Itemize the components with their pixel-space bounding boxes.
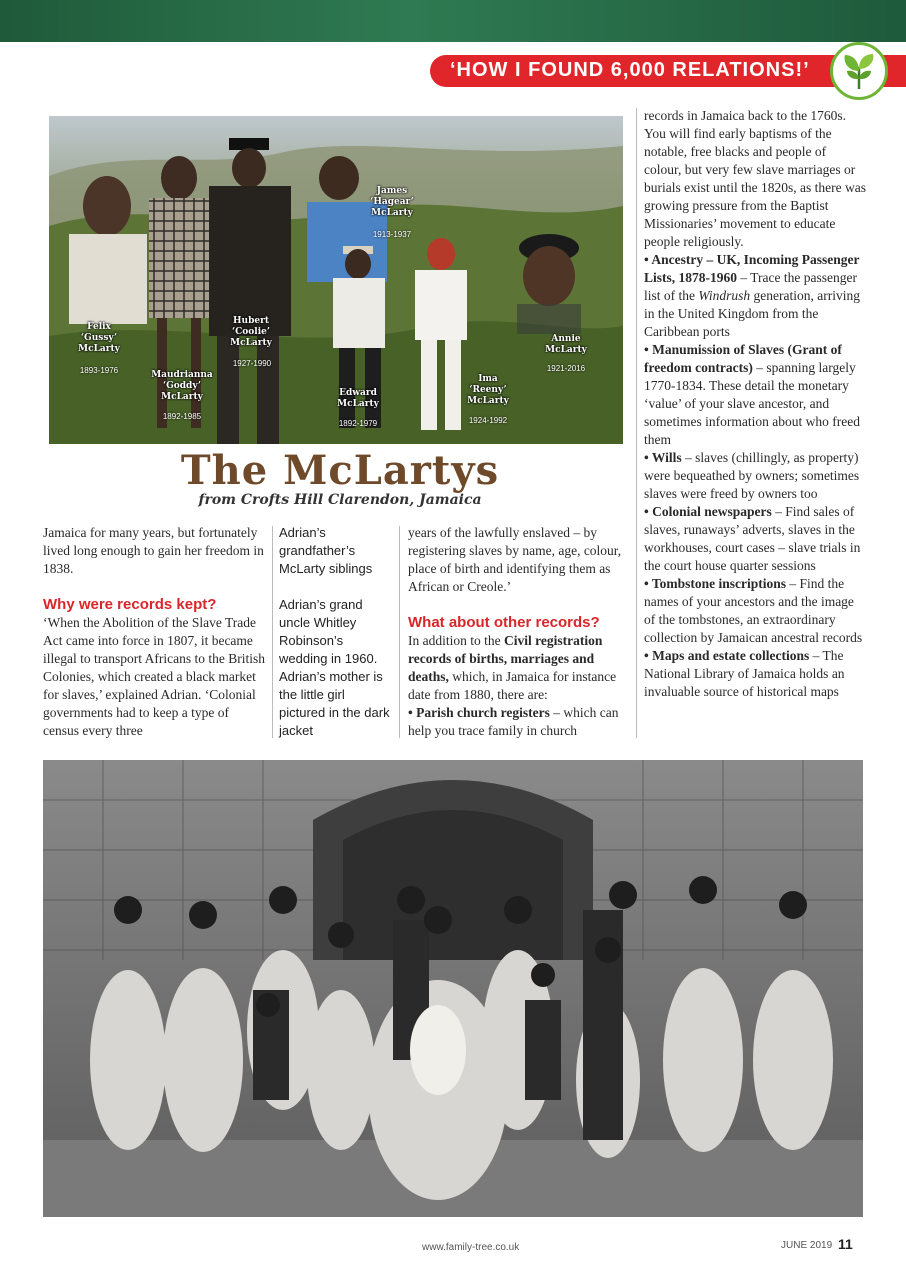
bullet-item: • Wills – slaves (chillingly, as property) were bequeathed by owners; sometimes slaves were freed by owners too xyxy=(644,450,860,501)
photo-captions xyxy=(279,524,391,740)
person-annie xyxy=(517,234,581,334)
footer-issue: JUNE 2019 xyxy=(781,1240,833,1251)
article-column-4 xyxy=(644,107,866,701)
family-photo-collage xyxy=(49,116,623,444)
label-ima: Ima ‘Reeny’ McLarty xyxy=(467,374,509,406)
paragraph: years of the lawfully enslaved – by registering slaves by name, age, colour, place of birth and identifying them as African or Creole.’ xyxy=(408,525,622,594)
paragraph: Jamaica for many years, but fortunately lived long enough to gain her freedom in 1838. xyxy=(43,525,264,576)
bullet-item: • Parish church registers – which can help you trace family in church xyxy=(408,705,619,738)
bullet-item: • Ancestry – UK, Incoming Passenger Lists, 1878-1960 – Trace the passenger list of the Windrush generation, arriving in the United Kingdom from the Caribbean ports xyxy=(644,252,860,339)
years-maudrianna: 1892-1985 xyxy=(162,412,202,421)
column-divider xyxy=(636,108,637,738)
column-divider xyxy=(399,526,400,738)
label-james: James ‘Hagear’ McLarty xyxy=(370,186,414,218)
years-felix: 1893-1976 xyxy=(79,366,119,375)
banner-title: ‘HOW I FOUND 6,000 RELATIONS!’ xyxy=(450,59,810,81)
label-edward: Edward McLarty xyxy=(337,388,379,409)
page-number: 11 xyxy=(838,1236,853,1252)
label-hubert: Hubert ‘Coolie’ McLarty xyxy=(230,316,272,348)
photo-title: The McLartys xyxy=(180,447,500,494)
paragraph: ‘When the Abolition of the Slave Trade Act came into force in 1807, it became illegal to transport Africans to the British Colonies, which created a black market for slaves,’ explained Adrian. ‘Colonial governments had to keep a type of census every three xyxy=(43,615,265,738)
leaf-icon xyxy=(830,42,888,100)
wedding-photo xyxy=(43,760,863,1217)
label-felix: Felix ‘Gussy’ McLarty xyxy=(78,322,120,354)
bullet-item: • Colonial newspapers – Find sales of slaves, runaways’ adverts, slaves in the workhouses, court cases – slave trials in the court house quarter sessions xyxy=(644,504,861,573)
years-james: 1913-1937 xyxy=(372,230,412,239)
label-maudrianna: Maudrianna ‘Goddy’ McLarty xyxy=(151,370,213,402)
article-column-1 xyxy=(43,524,265,740)
bullet-item: • Tombstone inscriptions – Find the names of your ancestors and the image of the tombstones, an extraordinary collection by Jamaican ancestral records xyxy=(644,576,863,645)
section-heading: What about other records? xyxy=(408,614,600,631)
bullet-item: • Manumission of Slaves (Grant of freedom contracts) – spanning largely 1770-1834. These detail the monetary ‘value’ of your slave ancestor, and sometimes information about who freed them xyxy=(644,342,860,447)
paragraph: In addition to the Civil registration records of births, marriages and deaths, which, in Jamaica for instance date from 1880, there are: xyxy=(408,633,617,702)
years-annie: 1921-2016 xyxy=(546,364,586,373)
photo-subtitle: from Crofts Hill Clarendon, Jamaica xyxy=(198,492,482,508)
article-column-3 xyxy=(408,524,630,740)
top-color-band xyxy=(0,0,906,42)
years-hubert: 1927-1990 xyxy=(232,359,272,368)
years-edward: 1892-1979 xyxy=(338,419,378,428)
paragraph: records in Jamaica back to the 1760s. You will find early baptisms of the notable, free blacks and people of colour, but very few slave marriages or burials exist until the 1820s, as there was growing pressure from the Baptist Missionaries’ movement to educate people religiously. xyxy=(644,108,866,249)
bullet-item: • Maps and estate collections – The National Library of Jamaica holds an invaluable source of historical maps xyxy=(644,648,845,699)
caption-top-photo: Adrian’s grandfather’s McLarty siblings xyxy=(279,525,373,576)
section-heading: Why were records kept? xyxy=(43,596,217,613)
footer-url: www.family-tree.co.uk xyxy=(422,1242,520,1253)
years-ima: 1924-1992 xyxy=(468,416,508,425)
caption-wedding-photo: Adrian’s grand uncle Whitley Robinson’s wedding in 1960. Adrian’s mother is the little girl pictured in the dark jacket xyxy=(279,597,390,738)
label-annie: Annie McLarty xyxy=(545,334,587,355)
column-divider xyxy=(272,526,273,738)
